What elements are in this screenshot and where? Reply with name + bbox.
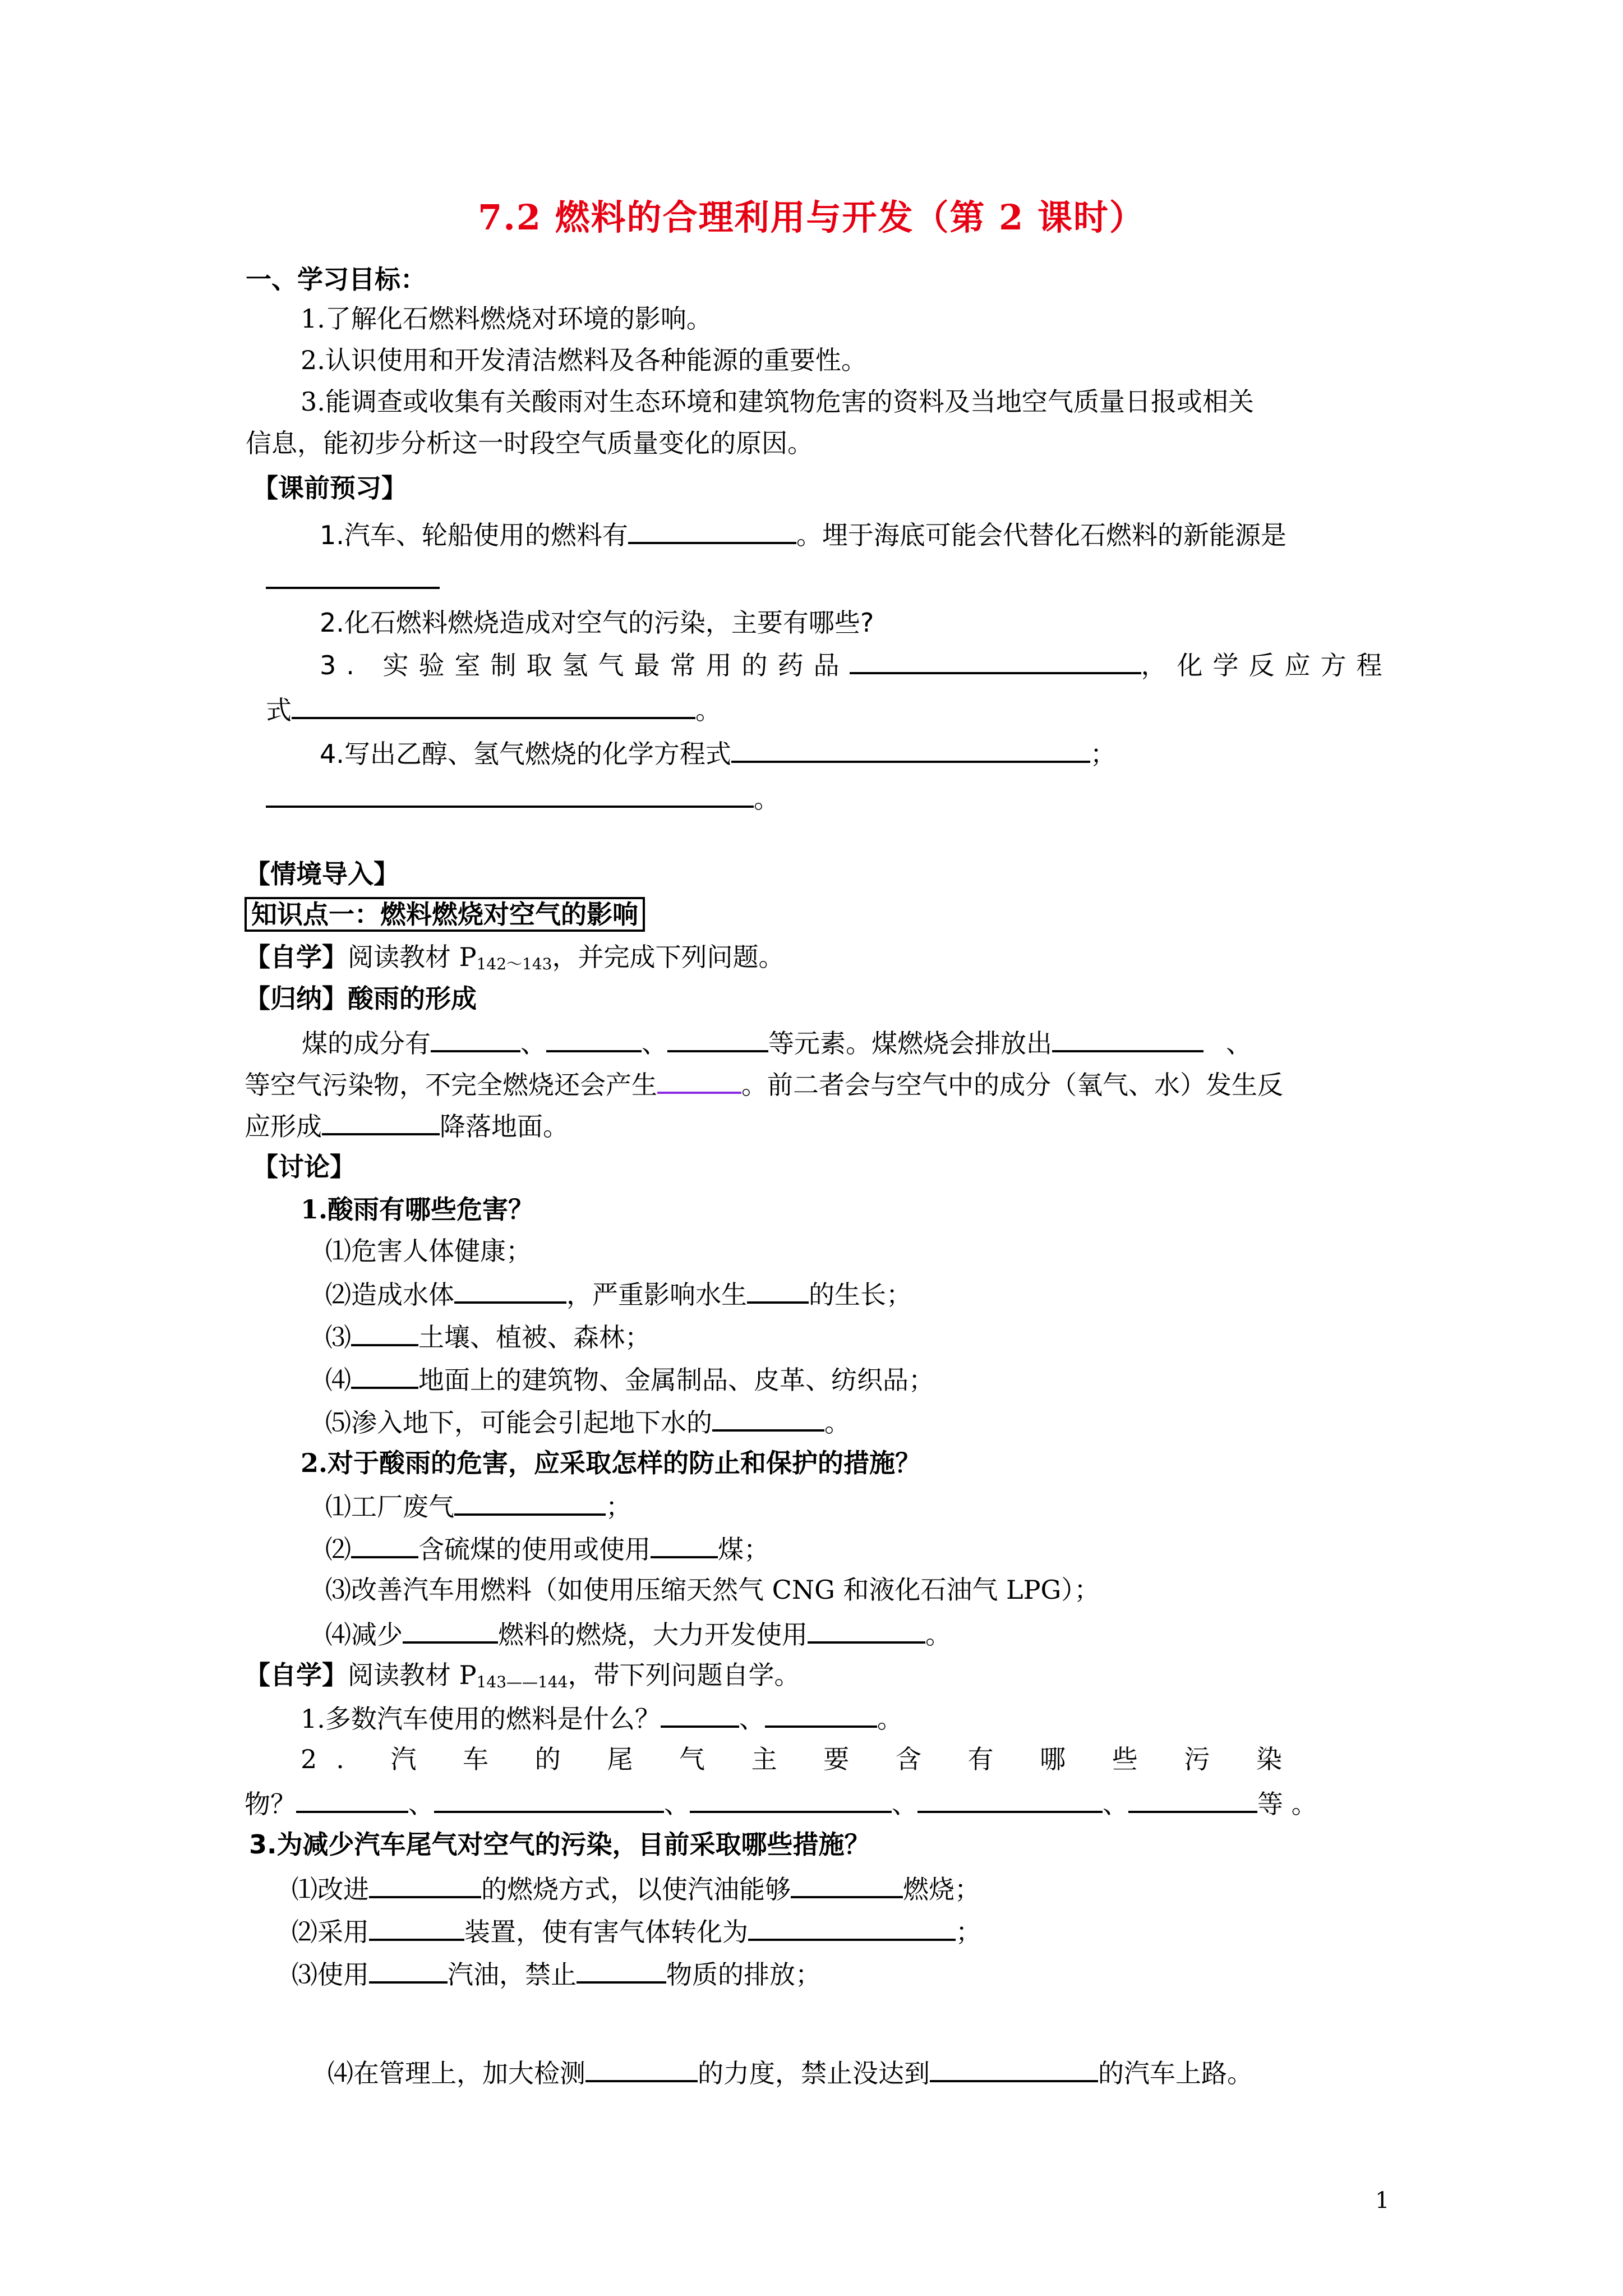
blank[interactable] [351, 1530, 418, 1558]
blank[interactable] [731, 735, 1090, 763]
page-title: 7.2 燃料的合理利用与开发（第 2 课时） [478, 197, 1145, 238]
blank[interactable] [1052, 1024, 1204, 1052]
blank[interactable] [369, 1913, 464, 1941]
self-study-2-q2: 2. 汽 车 的 尾 气 主 要 含 有 哪 些 污 染 [301, 1744, 1301, 1774]
page-number: 1 [1375, 2188, 1390, 2214]
harm-item: ⑴危害人体健康； [325, 1236, 532, 1266]
blank[interactable] [657, 1066, 741, 1094]
preview-q1-blank-line [266, 561, 440, 597]
blank[interactable] [322, 1107, 440, 1135]
blank[interactable] [690, 1785, 892, 1813]
induction-line-3: 应形成 降落地面。 [245, 1107, 569, 1143]
blank[interactable] [667, 1024, 768, 1052]
discussion-q1: 1.酸雨有哪些危害？ [301, 1194, 534, 1225]
preview-q3: 3. 实验室制取氢气最常用的药品 ，化学反应方程 [320, 646, 1393, 682]
harm-item: ⑷ 地面上的建筑物、金属制品、皮革、纺织品； [325, 1361, 934, 1397]
induction-line-2: 等空气污染物，不完全燃烧还会产生 。前二者会与空气中的成分（氧气、水）发生反 [245, 1066, 1283, 1102]
blank[interactable] [748, 1913, 956, 1941]
exhaust-measure: ⑴改进 的燃烧方式，以使汽油能够 燃烧； [292, 1870, 980, 1906]
objective-item: 3.能调查或收集有关酸雨对生态环境和建筑物危害的资料及当地空气质量日报或相关 [301, 386, 1254, 417]
blank[interactable] [369, 1870, 481, 1898]
discussion-q2: 2.对于酸雨的危害，应采取怎样的防止和保护的措施？ [301, 1448, 921, 1478]
blank[interactable] [585, 2054, 698, 2082]
blank[interactable] [1128, 1785, 1257, 1813]
measure-item: ⑶改善汽车用燃料（如使用压缩天然气 CNG 和液化石油气 LPG）； [325, 1575, 1100, 1605]
blank[interactable] [651, 1530, 718, 1558]
blank[interactable] [403, 1616, 498, 1644]
preview-q4-cont: 。 [266, 780, 780, 816]
blank[interactable] [850, 646, 1141, 674]
blank[interactable] [808, 1616, 925, 1644]
blank[interactable] [661, 1700, 739, 1728]
blank[interactable] [765, 1700, 877, 1728]
objective-item: 2.认识使用和开发清洁燃料及各种能源的重要性。 [301, 345, 867, 375]
blank[interactable] [369, 1955, 448, 1984]
self-study-2-q1: 1.多数汽车使用的燃料是什么？ 、 。 [301, 1700, 903, 1736]
blank[interactable] [266, 561, 440, 589]
preview-q1: 1.汽车、轮船使用的燃料有 。埋于海底可能会代替化石燃料的新能源是 [320, 516, 1287, 552]
blank[interactable] [351, 1318, 418, 1346]
situation-heading: 【情境导入】 [245, 859, 399, 889]
exhaust-measure: ⑷在管理上，加大检测 的力度，禁止没达到 的汽车上路。 [328, 2054, 1253, 2090]
blank[interactable] [791, 1870, 903, 1898]
blank[interactable] [454, 1276, 566, 1304]
knowledge-point-box: 知识点一：燃料燃烧对空气的影响 [245, 898, 645, 931]
blank[interactable] [454, 1488, 606, 1516]
self-study-2-q2-cont: 物？ 、 、 、 、 等 。 [245, 1785, 1317, 1821]
harm-item: ⑵造成水体 ，严重影响水生 的生长； [325, 1276, 912, 1312]
measure-item: ⑴工厂废气 ； [325, 1488, 631, 1524]
objective-item: 1.了解化石燃料燃烧对环境的影响。 [301, 303, 712, 334]
harm-item: ⑸渗入地下，可能会引起地下水的 。 [325, 1404, 850, 1439]
blank[interactable] [266, 780, 754, 808]
induction-heading: 【归纳】酸雨的形成 [245, 983, 477, 1014]
self-study-2: 【自学】阅读教材 $P_{143——144}$，带下列问题自学。 [245, 1660, 800, 1691]
blank[interactable] [292, 691, 695, 719]
blank[interactable] [351, 1361, 418, 1389]
blank[interactable] [434, 1785, 664, 1813]
self-study-1: 【自学】阅读教材 $P_{142\sim 143}$，并完成下列问题。 [245, 942, 785, 973]
blank[interactable] [747, 1276, 809, 1304]
blank[interactable] [628, 516, 796, 544]
blank[interactable] [431, 1024, 520, 1052]
exhaust-measure: ⑵采用 装置，使有害气体转化为 ； [292, 1913, 981, 1949]
exhaust-q3: 3.为减少汽车尾气对空气的污染，目前采取哪些措施？ [249, 1829, 870, 1860]
blank[interactable] [546, 1024, 642, 1052]
induction-line-1: 煤的成分有 、 、 等元素。煤燃烧会排放出 、 [302, 1024, 1252, 1060]
blank[interactable] [296, 1785, 408, 1813]
blank[interactable] [577, 1955, 666, 1984]
preview-q2: 2.化石燃料燃烧造成对空气的污染，主要有哪些? [320, 608, 874, 638]
blank[interactable] [712, 1404, 824, 1432]
blank[interactable] [930, 2054, 1098, 2082]
preview-q3-cont: 式 。 [266, 691, 721, 727]
objective-item: 信息，能初步分析这一时段空气质量变化的原因。 [246, 428, 813, 458]
measure-item: ⑵ 含硫煤的使用或使用 煤； [325, 1530, 769, 1566]
exhaust-measure: ⑶使用 汽油，禁止 物质的排放； [292, 1955, 821, 1991]
preview-q4: 4.写出乙醇、氢气燃烧的化学方程式 ； [320, 735, 1116, 771]
blank[interactable] [917, 1785, 1103, 1813]
harm-item: ⑶ 土壤、植被、森林； [325, 1318, 651, 1354]
discussion-heading: 【讨论】 [252, 1152, 356, 1182]
measure-item: ⑷减少 燃料的燃烧，大力开发使用 。 [325, 1616, 951, 1651]
objectives-heading: 一、学习目标： [246, 264, 426, 295]
preview-heading: 【课前预习】 [252, 473, 407, 503]
